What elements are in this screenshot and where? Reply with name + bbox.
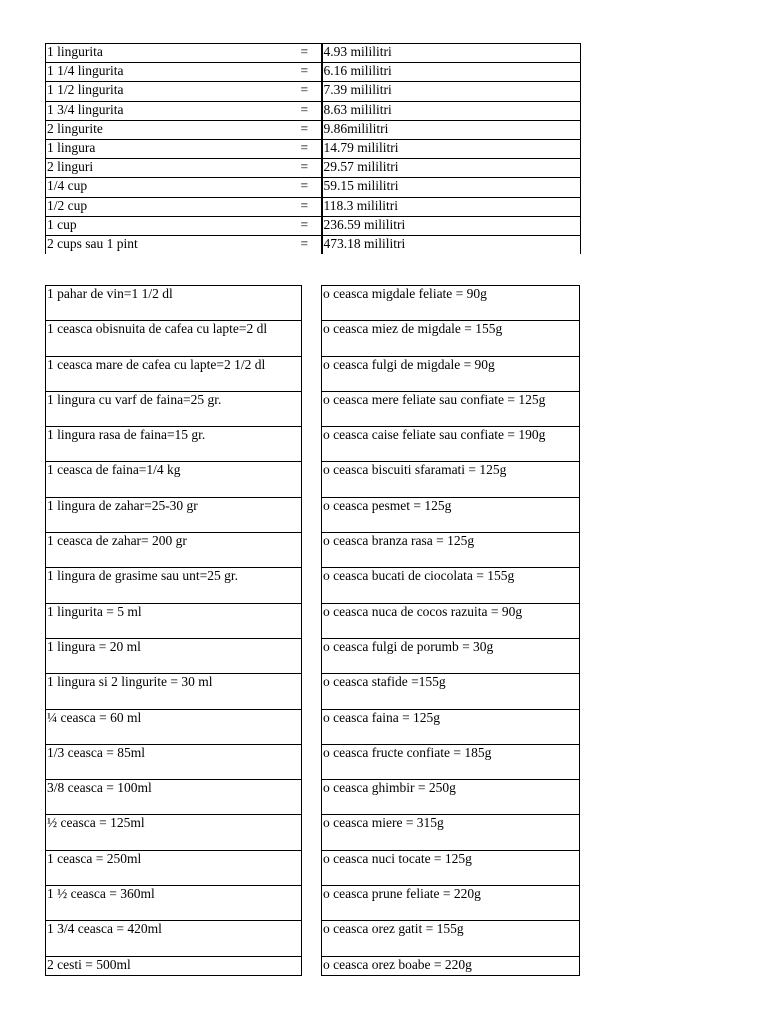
table-row: [46, 497, 302, 532]
conversion-value: 236.59 mililitri: [322, 216, 581, 235]
table-row: [46, 815, 302, 850]
conversion-value: 59.15 mililitri: [322, 178, 581, 197]
table-row: [322, 356, 580, 391]
table-row: [46, 603, 302, 638]
ingredient-cell: o ceasca miez de migdale = 155g: [322, 321, 580, 356]
table-row: [322, 815, 580, 850]
conversion-label: 1/4 cup: [46, 178, 300, 197]
measures-table-left-body: [46, 286, 302, 976]
conversion-label: 1 lingurita: [46, 44, 300, 63]
table-row: [322, 674, 580, 709]
table-row: [46, 197, 581, 216]
conversion-table: [45, 43, 581, 254]
equals-sign: =: [300, 216, 322, 235]
table-row: [46, 235, 581, 254]
table-row: [322, 497, 580, 532]
table-row: [46, 744, 302, 779]
ingredient-cell: o ceasca pesmet = 125g: [322, 497, 580, 532]
conversion-label: 1 1/4 lingurita: [46, 63, 300, 82]
table-row: [322, 391, 580, 426]
table-row: [322, 744, 580, 779]
ingredient-cell: o ceasca orez gatit = 155g: [322, 921, 580, 956]
ingredient-cell: o ceasca biscuiti sfaramati = 125g: [322, 462, 580, 497]
ingredient-cell: o ceasca fulgi de porumb = 30g: [322, 638, 580, 673]
ingredient-cell: o ceasca bucati de ciocolata = 155g: [322, 568, 580, 603]
table-row: [46, 850, 302, 885]
ingredient-cell: o ceasca nuca de cocos razuita = 90g: [322, 603, 580, 638]
table-row: [46, 101, 581, 120]
ingredient-cell: o ceasca branza rasa = 125g: [322, 533, 580, 568]
equals-sign: =: [300, 139, 322, 158]
table-row: [46, 82, 581, 101]
measure-cell: 2 cesti = 500ml: [46, 956, 302, 975]
measure-cell: 1 ceasca = 250ml: [46, 850, 302, 885]
table-row: [46, 44, 581, 63]
measure-cell: ½ ceasca = 125ml: [46, 815, 302, 850]
conversion-label: 1 lingura: [46, 139, 300, 158]
equals-sign: =: [300, 235, 322, 254]
ingredient-cell: o ceasca prune feliate = 220g: [322, 886, 580, 921]
table-row: [46, 159, 581, 178]
conversion-label: 2 lingurite: [46, 120, 300, 139]
ingredient-cell: o ceasca fulgi de migdale = 90g: [322, 356, 580, 391]
conversion-value: 14.79 mililitri: [322, 139, 581, 158]
conversion-value: 118.3 mililitri: [322, 197, 581, 216]
table-row: [322, 286, 580, 321]
table-row: [322, 638, 580, 673]
measure-cell: 1 ceasca obisnuita de cafea cu lapte=2 dl: [46, 321, 302, 356]
ingredient-cell: o ceasca orez boabe = 220g: [322, 956, 580, 975]
measure-cell: 1 ceasca de zahar= 200 gr: [46, 533, 302, 568]
table-row: [46, 638, 302, 673]
ingredient-cell: o ceasca faina = 125g: [322, 709, 580, 744]
equals-sign: =: [300, 159, 322, 178]
table-row: [46, 780, 302, 815]
measure-cell: 1 lingura de grasime sau unt=25 gr.: [46, 568, 302, 603]
equals-sign: =: [300, 101, 322, 120]
equals-sign: =: [300, 63, 322, 82]
equals-sign: =: [300, 82, 322, 101]
equals-sign: =: [300, 197, 322, 216]
conversion-value: 9.86mililitri: [322, 120, 581, 139]
measure-cell: 1 3/4 ceasca = 420ml: [46, 921, 302, 956]
table-row: [46, 356, 302, 391]
table-row: [322, 921, 580, 956]
table-row: [46, 568, 302, 603]
ingredient-cell: o ceasca fructe confiate = 185g: [322, 744, 580, 779]
table-row: [46, 139, 581, 158]
measure-cell: 1 lingura rasa de faina=15 gr.: [46, 427, 302, 462]
table-row: [322, 780, 580, 815]
measure-cell: 1 lingura si 2 lingurite = 30 ml: [46, 674, 302, 709]
table-row: [322, 533, 580, 568]
ingredient-cell: o ceasca miere = 315g: [322, 815, 580, 850]
conversion-label: 2 linguri: [46, 159, 300, 178]
table-row: [322, 886, 580, 921]
conversion-table-body: [46, 44, 581, 255]
ingredient-cell: o ceasca ghimbir = 250g: [322, 780, 580, 815]
conversion-label: 1 cup: [46, 216, 300, 235]
measures-table-right-body: [322, 286, 580, 976]
measure-cell: 1/3 ceasca = 85ml: [46, 744, 302, 779]
conversion-label: 1 3/4 lingurita: [46, 101, 300, 120]
table-row: [46, 286, 302, 321]
measure-cell: 1 ceasca mare de cafea cu lapte=2 1/2 dl: [46, 356, 302, 391]
table-row: [322, 321, 580, 356]
measures-table-right: [321, 285, 580, 976]
measure-cell: 1 pahar de vin=1 1/2 dl: [46, 286, 302, 321]
table-row: [322, 850, 580, 885]
measure-cell: 1 lingurita = 5 ml: [46, 603, 302, 638]
measure-cell: ¼ ceasca = 60 ml: [46, 709, 302, 744]
equals-sign: =: [300, 120, 322, 139]
ingredient-cell: o ceasca migdale feliate = 90g: [322, 286, 580, 321]
table-row: [46, 120, 581, 139]
measure-cell: 1 lingura de zahar=25-30 gr: [46, 497, 302, 532]
table-row: [46, 709, 302, 744]
measure-cell: 3/8 ceasca = 100ml: [46, 780, 302, 815]
measure-cell: 1 lingura cu varf de faina=25 gr.: [46, 391, 302, 426]
table-row: [46, 886, 302, 921]
ingredient-cell: o ceasca nuci tocate = 125g: [322, 850, 580, 885]
table-row: [322, 956, 580, 975]
measure-cell: 1 lingura = 20 ml: [46, 638, 302, 673]
ingredient-cell: o ceasca mere feliate sau confiate = 125g: [322, 391, 580, 426]
table-row: [46, 63, 581, 82]
conversion-value: 29.57 mililitri: [322, 159, 581, 178]
table-row: [46, 178, 581, 197]
table-row: [46, 533, 302, 568]
table-row: [46, 427, 302, 462]
conversion-label: 1/2 cup: [46, 197, 300, 216]
ingredient-cell: o ceasca stafide =155g: [322, 674, 580, 709]
conversion-label: 1 1/2 lingurita: [46, 82, 300, 101]
ingredient-cell: o ceasca caise feliate sau confiate = 190g: [322, 427, 580, 462]
table-row: [46, 921, 302, 956]
conversion-value: 4.93 mililitri: [322, 44, 581, 63]
conversion-value: 473.18 mililitri: [322, 235, 581, 254]
measure-cell: 1 ceasca de faina=1/4 kg: [46, 462, 302, 497]
conversion-value: 8.63 mililitri: [322, 101, 581, 120]
measures-table-left: [45, 285, 302, 976]
table-row: [46, 391, 302, 426]
equals-sign: =: [300, 178, 322, 197]
table-row: [322, 603, 580, 638]
conversion-label: 2 cups sau 1 pint: [46, 235, 300, 254]
measure-cell: 1 ½ ceasca = 360ml: [46, 886, 302, 921]
table-row: [46, 956, 302, 975]
table-row: [322, 568, 580, 603]
table-row: [322, 462, 580, 497]
table-row: [46, 216, 581, 235]
table-row: [322, 427, 580, 462]
conversion-value: 6.16 mililitri: [322, 63, 581, 82]
table-row: [46, 462, 302, 497]
table-row: [46, 321, 302, 356]
table-row: [322, 709, 580, 744]
table-row: [46, 674, 302, 709]
equals-sign: =: [300, 44, 322, 63]
conversion-value: 7.39 mililitri: [322, 82, 581, 101]
